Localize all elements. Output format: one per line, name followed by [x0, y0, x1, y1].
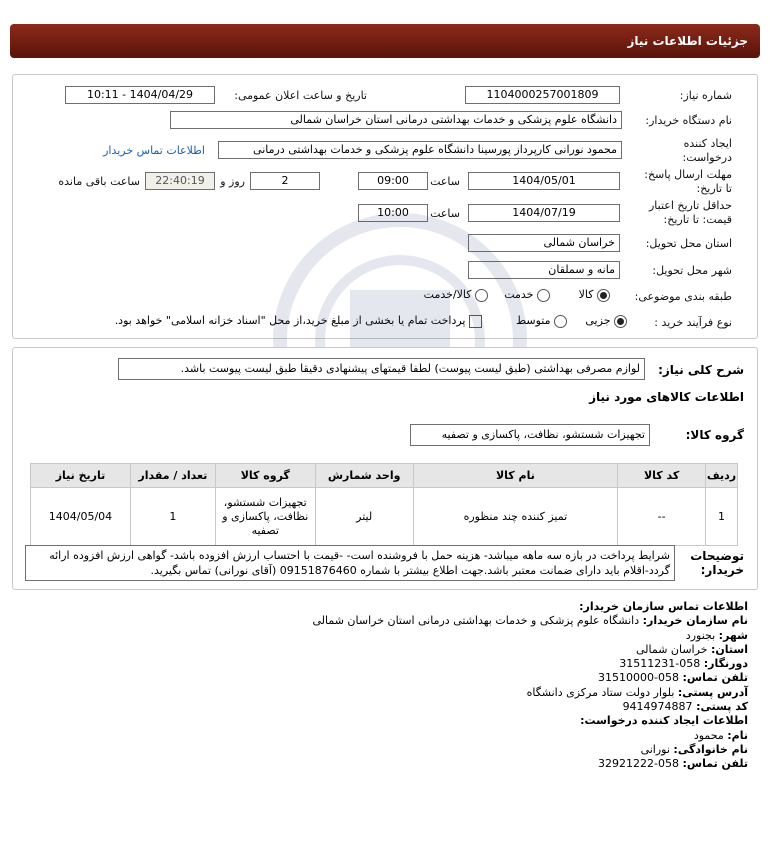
remaining-time-field: 22:40:19 [145, 172, 215, 190]
cell-code: -- [618, 488, 706, 546]
validity-label-2: قیمت: تا تاریخ: [663, 213, 732, 226]
col-code: کد کالا [618, 464, 706, 488]
cell-unit: لیتر [315, 488, 413, 546]
city-field[interactable]: مانه و سملقان [468, 261, 620, 279]
contact-city-label: شهر: [718, 628, 748, 642]
fax-label: دورنگار: [703, 657, 748, 671]
radio-icon[interactable] [475, 289, 488, 302]
address-label: آدرس پستی: [677, 685, 748, 699]
checkbox-icon[interactable] [469, 315, 482, 328]
goods-group-field: تجهیزات شستشو، نظافت، پاکسازی و تصفیه [410, 424, 650, 446]
creator-label-2: درخواست: [682, 151, 732, 164]
goods-table [30, 463, 738, 546]
reply-time-label: ساعت [430, 175, 460, 188]
creator-title: اطلاعات ایجاد کننده درخواست: [580, 714, 748, 728]
table-header-row [31, 464, 738, 488]
need-desc-label: شرح کلی نیاز: [658, 363, 744, 377]
cell-date: 1404/05/04 [31, 488, 131, 546]
buyer-org-label: نام دستگاه خریدار: [645, 114, 732, 127]
validity-date-field[interactable]: 1404/07/19 [468, 204, 620, 222]
remaining-label: ساعت باقی مانده [58, 175, 140, 188]
category-option-goods[interactable]: کالا [579, 288, 610, 302]
validity-time-label: ساعت [430, 207, 460, 220]
buyer-contact-link[interactable]: اطلاعات تماس خریدار [103, 144, 205, 157]
buyer-notes-label-1: توضیحات [690, 549, 744, 563]
buyer-notes-label-2: خریدار: [700, 563, 744, 577]
process-option-medium[interactable]: متوسط [516, 314, 567, 328]
radio-icon[interactable] [554, 315, 567, 328]
contact-province-value: خراسان شمالی [635, 642, 708, 656]
family-label: نام خانوادگی: [673, 742, 748, 756]
name-value: محمود [693, 728, 724, 742]
province-label: استان محل تحویل: [645, 237, 732, 250]
col-name: نام کالا [413, 464, 618, 488]
category-option-both[interactable]: کالا/خدمت [424, 288, 488, 302]
fax-value: 058-31511231 [619, 657, 701, 671]
reply-date-field[interactable]: 1404/05/01 [468, 172, 620, 190]
radio-selected-icon[interactable] [614, 315, 627, 328]
contact-province-label: استان: [711, 642, 748, 656]
creator-phone-value: 058-32921222 [598, 757, 680, 771]
radio-selected-icon[interactable] [597, 289, 610, 302]
buyer-notes-field: شرایط پرداخت در بازه سه ماهه میباشد- هزینه حمل با فروشنده است- -قیمت با احتساب ارزش افزوده باشد- گواهی ارزش افزوده ارائه گردد-اقلام باید دارای ضمانت معتبر باشد.جهت اطلاع بیشتر با شماره 09151876460 (آقای نورانی) تماس بگیرید. [25, 545, 675, 581]
process-label: نوع فرآیند خرید : [654, 316, 732, 329]
table-row[interactable] [31, 488, 738, 546]
cell-name: تمیز کننده چند منظوره [413, 488, 618, 546]
name-label: نام: [727, 728, 748, 742]
radio-icon[interactable] [537, 289, 550, 302]
col-date: تاریخ نیاز [31, 464, 131, 488]
announce-field[interactable]: 1404/04/29 - 10:11 [65, 86, 215, 104]
reply-deadline-label-1: مهلت ارسال پاسخ: [644, 168, 732, 181]
category-label: طبقه بندی موضوعی: [634, 290, 732, 303]
org-label: نام سازمان خریدار: [642, 614, 748, 628]
need-desc-field: لوازم مصرفی بهداشتی (طبق لیست پیوست) لطفا قیمتهای پیشنهادی دقیقا طبق لیست پیوست باشد. [118, 358, 645, 380]
goods-group-label: گروه کالا: [685, 428, 744, 442]
cell-group: تجهیزات شستشو، نظافت، پاکسازی و تصفیه [215, 488, 315, 546]
page-header [10, 24, 760, 58]
address-value: بلوار دولت ستاد مرکزی دانشگاه [526, 685, 675, 699]
family-value: نورانی [640, 742, 670, 756]
postal-value: 9414974887 [622, 700, 693, 714]
need-number-label: شماره نیاز: [679, 89, 732, 102]
treasury-option[interactable]: پرداخت تمام یا بخشی از مبلغ خرید،از محل "اسناد خزانه اسلامی" خواهد بود. [115, 314, 482, 328]
col-group: گروه کالا [215, 464, 315, 488]
reply-time-field[interactable]: 09:00 [358, 172, 428, 190]
cell-row: 1 [706, 488, 738, 546]
validity-time-field[interactable]: 10:00 [358, 204, 428, 222]
contact-city-value: بجنورد [685, 628, 716, 642]
postal-label: کد پستی: [696, 700, 748, 714]
creator-label-1: ایجاد کننده [683, 137, 732, 150]
category-option-service[interactable]: خدمت [504, 288, 550, 302]
days-label: روز و [220, 175, 245, 188]
validity-label-1: حداقل تاریخ اعتبار [648, 199, 732, 212]
col-row: ردیف [706, 464, 738, 488]
announce-label: تاریخ و ساعت اعلان عمومی: [234, 89, 367, 102]
org-value: دانشگاه علوم پزشکی و خدمات بهداشتی درمانی استان خراسان شمالی [312, 614, 640, 628]
col-unit: واحد شمارش [315, 464, 413, 488]
cell-qty: 1 [130, 488, 215, 546]
need-number-field[interactable]: 1104000257001809 [465, 86, 620, 104]
page-title: جزئیات اطلاعات نیاز [627, 34, 748, 48]
contact-section [8, 600, 748, 772]
days-field[interactable]: 2 [250, 172, 320, 190]
city-label: شهر محل تحویل: [652, 264, 732, 277]
province-field[interactable]: خراسان شمالی [468, 234, 620, 252]
buyer-org-field[interactable]: دانشگاه علوم پزشکی و خدمات بهداشتی درمانی استان خراسان شمالی [170, 111, 622, 129]
goods-info-title: اطلاعات کالاهای مورد نیاز [589, 390, 744, 404]
phone-value: 058-31510000 [598, 671, 680, 685]
creator-field[interactable]: محمود نورانی کارپرداز پورسینا دانشگاه علوم پزشکی و خدمات بهداشتی درمانی [218, 141, 622, 159]
process-option-minor[interactable]: جزیی [585, 314, 627, 328]
reply-deadline-label-2: تا تاریخ: [696, 182, 732, 195]
contact-title: اطلاعات تماس سازمان خریدار: [579, 600, 748, 613]
col-qty: تعداد / مقدار [130, 464, 215, 488]
phone-label: تلفن تماس: [682, 671, 748, 685]
creator-phone-label: تلفن تماس: [682, 757, 748, 771]
